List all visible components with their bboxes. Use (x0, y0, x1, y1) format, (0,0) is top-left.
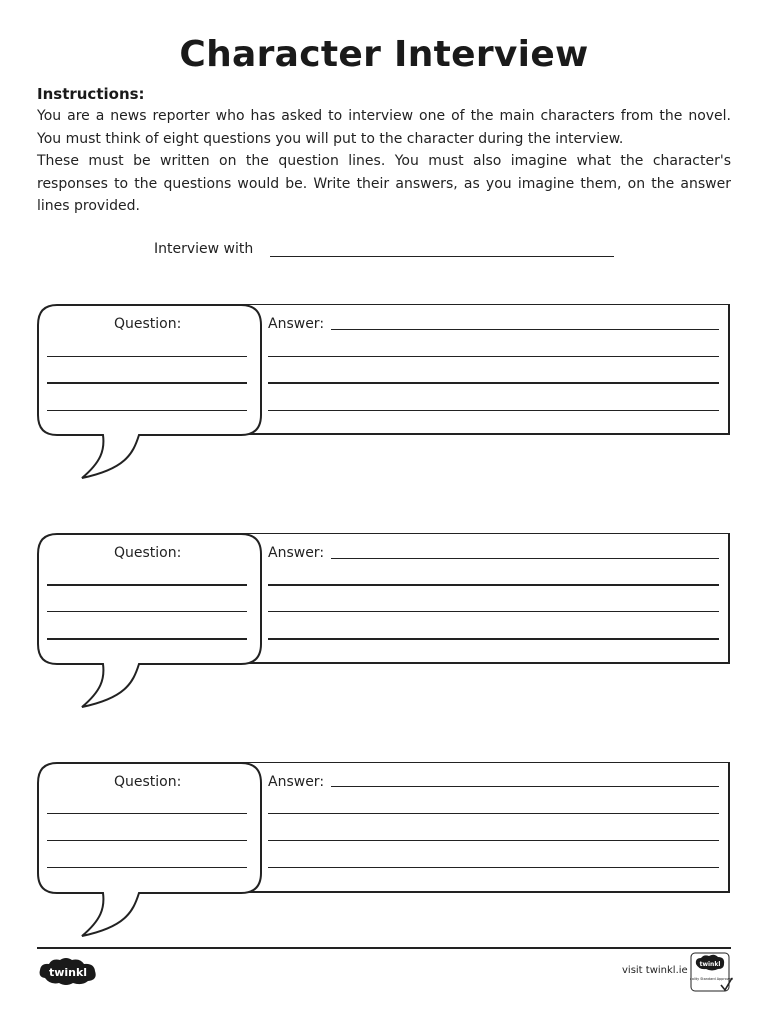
answer-line[interactable] (268, 813, 719, 814)
quality-badge (690, 952, 734, 998)
interview-with-label: Interview with (154, 241, 254, 257)
interview-block-2 (37, 533, 731, 708)
question-label: Question: (114, 774, 182, 790)
badge-brand-text: twinkl (699, 961, 721, 968)
answer-line[interactable] (331, 786, 719, 787)
answer-line[interactable] (331, 329, 719, 330)
badge-text: Quality Standard Approved (690, 977, 733, 981)
instructions-body (37, 105, 731, 218)
answer-line[interactable] (268, 611, 719, 612)
question-line[interactable] (47, 813, 247, 814)
question-line[interactable] (47, 638, 247, 640)
instructions-heading: Instructions: (37, 85, 145, 103)
instructions-paragraph-1: You are a news reporter who has asked to interview one of the main characters from the novel. You must think of eight questions you will put to the character during the interview. (37, 108, 731, 147)
question-line[interactable] (47, 867, 247, 868)
twinkl-logo-cloud (37, 956, 99, 986)
logo-text: twinkl (48, 966, 88, 979)
question-line[interactable] (47, 611, 247, 612)
question-label: Question: (114, 545, 182, 561)
question-label: Question: (114, 316, 182, 332)
answer-line[interactable] (268, 584, 719, 586)
visit-link[interactable]: visit twinkl.ie (622, 965, 688, 976)
instructions-paragraph-2: These must be written on the question lines. You must also imagine what the character's responses to the questions would be. Write their answers, as you imagine them, on the answer lines provided. (37, 153, 731, 214)
quality-badge-icon (690, 952, 734, 994)
question-line[interactable] (47, 840, 247, 841)
twinkl-logo[interactable] (37, 956, 99, 990)
answer-label: Answer: (268, 545, 325, 561)
question-line[interactable] (47, 584, 247, 586)
question-line[interactable] (47, 410, 247, 411)
answer-line[interactable] (268, 867, 719, 868)
page-title: Character Interview (179, 34, 589, 75)
question-line[interactable] (47, 356, 247, 357)
answer-line[interactable] (268, 840, 719, 841)
question-line[interactable] (47, 382, 247, 384)
answer-line[interactable] (268, 382, 719, 384)
answer-line[interactable] (268, 638, 719, 640)
answer-label: Answer: (268, 774, 325, 790)
answer-line[interactable] (331, 558, 719, 559)
footer-divider (37, 947, 731, 949)
answer-line[interactable] (268, 410, 719, 411)
answer-label: Answer: (268, 316, 325, 332)
answer-line[interactable] (268, 356, 719, 357)
interview-block-3 (37, 762, 731, 937)
interview-block-1 (37, 304, 731, 479)
interview-with-line[interactable] (270, 256, 614, 257)
